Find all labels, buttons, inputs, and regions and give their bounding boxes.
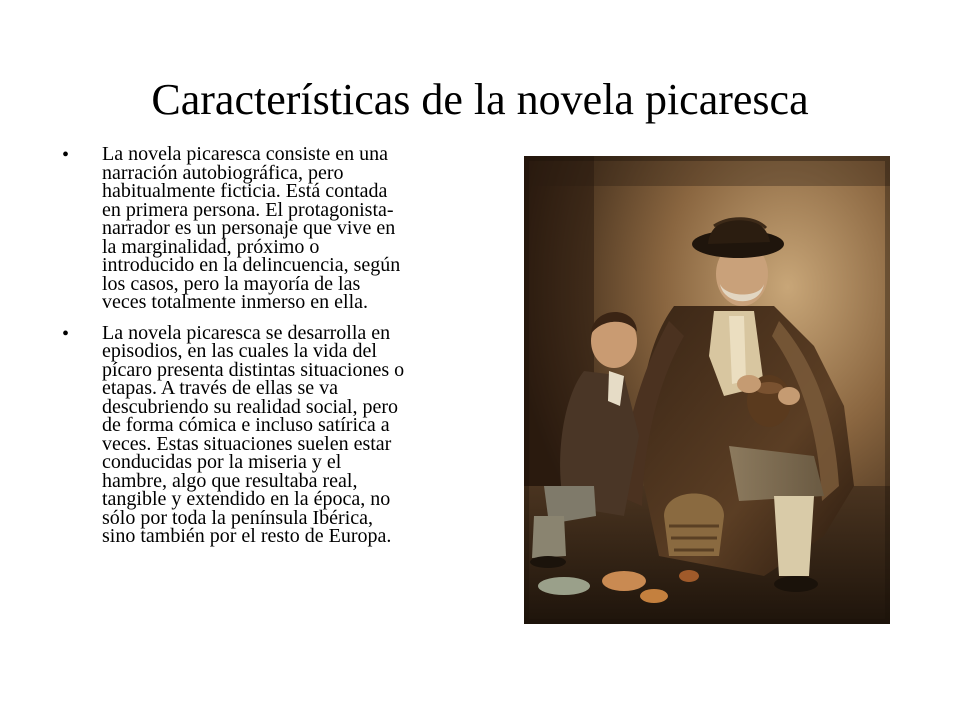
bullet-text-line: sólo por toda la península Ibérica, bbox=[102, 506, 374, 529]
bullet-dot-icon: • bbox=[62, 144, 70, 166]
bullet-text-line: La novela picaresca se desarrolla en bbox=[102, 321, 391, 344]
bullet-text-line: de forma cómica e incluso satírica a bbox=[102, 414, 390, 436]
bullet-text-line: los casos, pero la mayoría de las bbox=[102, 272, 361, 295]
bullet-text-line: episodios, en las cuales la vida del bbox=[102, 340, 377, 362]
bullet-text-line: veces totalmente inmerso en ella. bbox=[102, 291, 369, 313]
bullet-text-line: habitualmente ficticia. Está contada bbox=[102, 180, 388, 202]
painting-image bbox=[524, 156, 890, 624]
bullet-text-line: descubriendo su realidad social, pero bbox=[102, 395, 399, 418]
bullet-text-line: narración autobiográfica, pero bbox=[102, 161, 344, 184]
bullet-text-line: introducido en la delincuencia, según bbox=[102, 254, 401, 276]
bullet-item-autobiographical bbox=[62, 145, 482, 312]
bullet-text-line: en primera persona. El protagonista- bbox=[102, 198, 394, 221]
bullet-text-line: la marginalidad, próximo o bbox=[102, 235, 320, 258]
bullet-text-line: veces. Estas situaciones suelen estar bbox=[102, 432, 392, 455]
bullet-text-line: narrador es un personaje que vive en bbox=[102, 217, 396, 239]
slide-title: Características de la novela picaresca bbox=[151, 75, 809, 124]
bullet-text-line: conducidas por la miseria y el bbox=[102, 451, 342, 473]
painting-old-man-and-boy bbox=[524, 156, 890, 624]
bullet-text-line: sino también por el resto de Europa. bbox=[102, 525, 392, 547]
bullet-item-episodes bbox=[62, 321, 482, 547]
bullet-text-line: La novela picaresca consiste en una bbox=[102, 143, 388, 165]
bullet-dot-icon: • bbox=[62, 322, 70, 345]
bullet-text-line: hambre, algo que resultaba real, bbox=[102, 469, 358, 492]
bullet-text-line: tangible y extendido en la época, no bbox=[102, 488, 391, 510]
bullet-text-line: pícaro presenta distintas situaciones o bbox=[102, 358, 405, 381]
bullet-text-line: etapas. A través de ellas se va bbox=[102, 377, 339, 399]
bullet-list bbox=[62, 145, 482, 558]
